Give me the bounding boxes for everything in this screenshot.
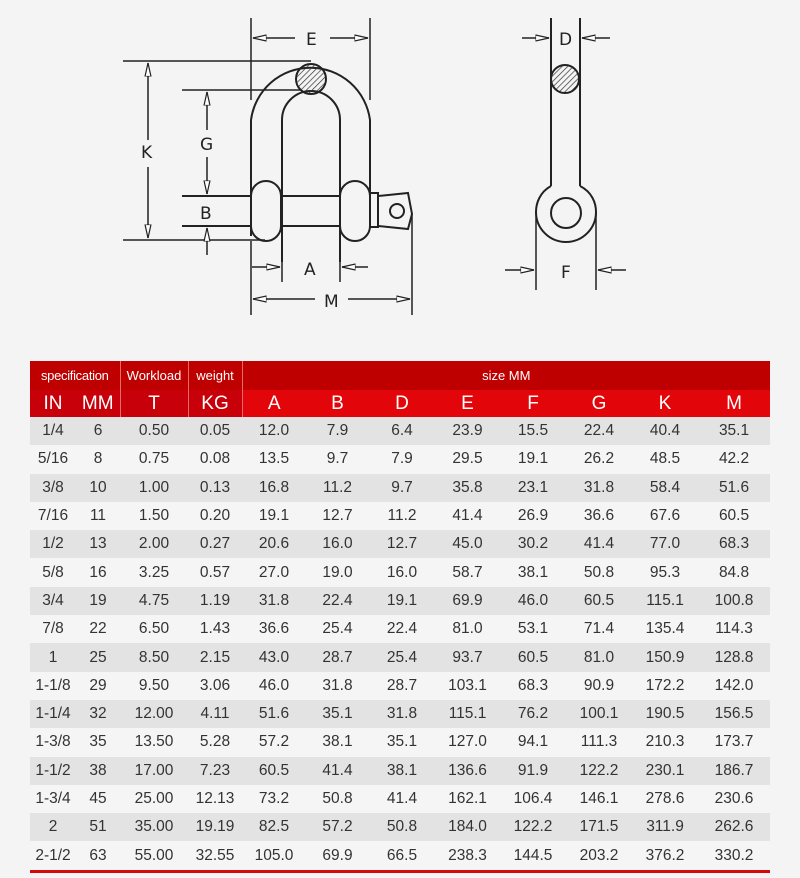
col-header-b: B: [306, 390, 369, 417]
table-cell: 31.8: [242, 587, 306, 615]
table-cell: 16.8: [242, 474, 306, 502]
table-cell: 0.57: [188, 558, 242, 586]
table-cell: 23.9: [435, 417, 500, 445]
table-cell: 4.11: [188, 700, 242, 728]
shackle-diagram-svg: [0, 0, 800, 340]
table-cell: 15.5: [500, 417, 566, 445]
table-cell: 376.2: [632, 841, 698, 869]
table-cell: 63: [76, 841, 120, 869]
side-view: [505, 18, 626, 290]
col-header-d: D: [369, 390, 435, 417]
header-weight: weight: [188, 361, 242, 390]
table-cell: 69.9: [306, 841, 369, 869]
col-header-e: E: [435, 390, 500, 417]
table-cell: 142.0: [698, 672, 770, 700]
table-cell: 25.4: [306, 615, 369, 643]
header-size-mm: size MM: [242, 361, 770, 390]
table-cell: 7.23: [188, 757, 242, 785]
table-cell: 26.2: [566, 445, 632, 473]
table-cell: 38: [76, 757, 120, 785]
table-row: [30, 558, 770, 586]
table-cell: 8.50: [120, 643, 188, 671]
table-cell: 19.1: [369, 587, 435, 615]
table-cell: 16: [76, 558, 120, 586]
table-cell: 0.08: [188, 445, 242, 473]
col-header-k: K: [632, 390, 698, 417]
table-cell: 12.7: [306, 502, 369, 530]
table-cell: 84.8: [698, 558, 770, 586]
table-cell: 41.4: [566, 530, 632, 558]
table-cell: 238.3: [435, 841, 500, 869]
table-cell: 46.0: [500, 587, 566, 615]
table-cell: 68.3: [698, 530, 770, 558]
table-cell: 6.4: [369, 417, 435, 445]
table-cell: 36.6: [566, 502, 632, 530]
table-cell: 13: [76, 530, 120, 558]
table-cell: 25.00: [120, 785, 188, 813]
table-row: [30, 643, 770, 671]
table-cell: 60.5: [500, 643, 566, 671]
table-cell: 69.9: [435, 587, 500, 615]
table-cell: 190.5: [632, 700, 698, 728]
table-cell: 135.4: [632, 615, 698, 643]
table-cell: 58.7: [435, 558, 500, 586]
table-cell: 105.0: [242, 841, 306, 869]
table-cell: 114.3: [698, 615, 770, 643]
table-cell: 3.25: [120, 558, 188, 586]
dim-label-e: E: [306, 30, 317, 50]
header-specification: specification: [30, 361, 120, 390]
table-cell: 60.5: [242, 757, 306, 785]
table-cell: 12.00: [120, 700, 188, 728]
dim-label-m: M: [324, 292, 339, 312]
table-cell: 7.9: [306, 417, 369, 445]
table-cell: 43.0: [242, 643, 306, 671]
table-cell: 2: [30, 813, 76, 841]
table-cell: 230.1: [632, 757, 698, 785]
table-cell: 28.7: [369, 672, 435, 700]
table-cell: 16.0: [306, 530, 369, 558]
table-cell: 19.1: [242, 502, 306, 530]
col-header-m: M: [698, 390, 770, 417]
table-cell: 29: [76, 672, 120, 700]
table-cell: 12.13: [188, 785, 242, 813]
table-cell: 35: [76, 728, 120, 756]
table-cell: 203.2: [566, 841, 632, 869]
table-cell: 29.5: [435, 445, 500, 473]
table-cell: 57.2: [242, 728, 306, 756]
table-cell: 111.3: [566, 728, 632, 756]
table-cell: 77.0: [632, 530, 698, 558]
table-cell: 311.9: [632, 813, 698, 841]
col-header-mm: MM: [76, 390, 120, 417]
table-bottom-rule: [30, 870, 770, 873]
table-cell: 94.1: [500, 728, 566, 756]
table-cell: 82.5: [242, 813, 306, 841]
table-cell: 11: [76, 502, 120, 530]
table-cell: 103.1: [435, 672, 500, 700]
table-cell: 95.3: [632, 558, 698, 586]
table-cell: 2.15: [188, 643, 242, 671]
table-cell: 38.1: [500, 558, 566, 586]
table-cell: 19.0: [306, 558, 369, 586]
table-cell: 100.1: [566, 700, 632, 728]
table-cell: 19.19: [188, 813, 242, 841]
table-cell: 35.1: [369, 728, 435, 756]
table-cell: 10: [76, 474, 120, 502]
table-cell: 278.6: [632, 785, 698, 813]
table-cell: 146.1: [566, 785, 632, 813]
table-cell: 0.50: [120, 417, 188, 445]
table-cell: 73.2: [242, 785, 306, 813]
table-cell: 42.2: [698, 445, 770, 473]
table-cell: 6: [76, 417, 120, 445]
table-cell: 2.00: [120, 530, 188, 558]
table-cell: 1: [30, 643, 76, 671]
table-row: [30, 615, 770, 643]
table-cell: 22.4: [306, 587, 369, 615]
table-cell: 38.1: [369, 757, 435, 785]
table-cell: 32.55: [188, 841, 242, 869]
table-cell: 48.5: [632, 445, 698, 473]
table-cell: 3.06: [188, 672, 242, 700]
table-cell: 1.50: [120, 502, 188, 530]
table-cell: 3/4: [30, 587, 76, 615]
table-cell: 81.0: [566, 643, 632, 671]
header-row-groups: [30, 361, 770, 390]
table-cell: 25: [76, 643, 120, 671]
table-cell: 1.19: [188, 587, 242, 615]
table-cell: 9.7: [306, 445, 369, 473]
table-cell: 1-1/2: [30, 757, 76, 785]
table-cell: 22.4: [566, 417, 632, 445]
table-cell: 25.4: [369, 643, 435, 671]
table-cell: 81.0: [435, 615, 500, 643]
table-cell: 50.8: [566, 558, 632, 586]
header-row-columns: [30, 390, 770, 417]
table-cell: 35.8: [435, 474, 500, 502]
table-cell: 127.0: [435, 728, 500, 756]
table-cell: 19: [76, 587, 120, 615]
table-cell: 150.9: [632, 643, 698, 671]
table-cell: 30.2: [500, 530, 566, 558]
table-cell: 31.8: [306, 672, 369, 700]
table-cell: 1-1/8: [30, 672, 76, 700]
table-cell: 32: [76, 700, 120, 728]
table-row: [30, 785, 770, 813]
table-cell: 45.0: [435, 530, 500, 558]
table-cell: 55.00: [120, 841, 188, 869]
table-cell: 115.1: [435, 700, 500, 728]
table-cell: 262.6: [698, 813, 770, 841]
table-cell: 41.4: [306, 757, 369, 785]
dim-label-d: D: [559, 30, 573, 50]
table-cell: 35.1: [698, 417, 770, 445]
table-row: [30, 672, 770, 700]
table-cell: 1/4: [30, 417, 76, 445]
table-cell: 45: [76, 785, 120, 813]
table-cell: 35.00: [120, 813, 188, 841]
table-cell: 6.50: [120, 615, 188, 643]
table-cell: 230.6: [698, 785, 770, 813]
table-cell: 76.2: [500, 700, 566, 728]
table-cell: 186.7: [698, 757, 770, 785]
table-cell: 1.00: [120, 474, 188, 502]
table-cell: 4.75: [120, 587, 188, 615]
table-cell: 23.1: [500, 474, 566, 502]
table-cell: 5.28: [188, 728, 242, 756]
table-row: [30, 502, 770, 530]
shackle-technical-drawing: [0, 0, 800, 340]
table-cell: 1.43: [188, 615, 242, 643]
table-body: [30, 417, 770, 870]
table-cell: 60.5: [566, 587, 632, 615]
table-cell: 68.3: [500, 672, 566, 700]
table-cell: 17.00: [120, 757, 188, 785]
table-cell: 16.0: [369, 558, 435, 586]
col-header-g: G: [566, 390, 632, 417]
table-cell: 13.5: [242, 445, 306, 473]
table-row: [30, 728, 770, 756]
table-cell: 100.8: [698, 587, 770, 615]
table-cell: 1-3/4: [30, 785, 76, 813]
table-row: [30, 757, 770, 785]
table-row: [30, 841, 770, 869]
table-cell: 1-1/4: [30, 700, 76, 728]
table-cell: 128.8: [698, 643, 770, 671]
table-cell: 5/8: [30, 558, 76, 586]
table-cell: 7/16: [30, 502, 76, 530]
table-cell: 67.6: [632, 502, 698, 530]
table-row: [30, 445, 770, 473]
table-cell: 90.9: [566, 672, 632, 700]
table-cell: 66.5: [369, 841, 435, 869]
table-cell: 172.2: [632, 672, 698, 700]
table-cell: 330.2: [698, 841, 770, 869]
table-cell: 27.0: [242, 558, 306, 586]
table-cell: 184.0: [435, 813, 500, 841]
table-cell: 51: [76, 813, 120, 841]
dim-label-f: F: [561, 263, 571, 283]
table-cell: 7/8: [30, 615, 76, 643]
col-header-in: IN: [30, 390, 76, 417]
table-cell: 12.0: [242, 417, 306, 445]
header-workload: Workload: [120, 361, 188, 390]
table-cell: 0.75: [120, 445, 188, 473]
table-row: [30, 813, 770, 841]
table-cell: 122.2: [566, 757, 632, 785]
table-cell: 60.5: [698, 502, 770, 530]
table-cell: 13.50: [120, 728, 188, 756]
table-cell: 20.6: [242, 530, 306, 558]
table-cell: 31.8: [369, 700, 435, 728]
table-row: [30, 474, 770, 502]
col-header-f: F: [500, 390, 566, 417]
table-cell: 115.1: [632, 587, 698, 615]
table-cell: 1/2: [30, 530, 76, 558]
table-cell: 71.4: [566, 615, 632, 643]
table-cell: 46.0: [242, 672, 306, 700]
table-cell: 136.6: [435, 757, 500, 785]
table-cell: 35.1: [306, 700, 369, 728]
table-cell: 51.6: [698, 474, 770, 502]
table-cell: 3/8: [30, 474, 76, 502]
table-cell: 171.5: [566, 813, 632, 841]
table-cell: 38.1: [306, 728, 369, 756]
table-cell: 2-1/2: [30, 841, 76, 869]
table-cell: 0.27: [188, 530, 242, 558]
table-cell: 36.6: [242, 615, 306, 643]
table-cell: 122.2: [500, 813, 566, 841]
table-cell: 91.9: [500, 757, 566, 785]
table-cell: 19.1: [500, 445, 566, 473]
table-cell: 53.1: [500, 615, 566, 643]
table-cell: 106.4: [500, 785, 566, 813]
table-cell: 50.8: [369, 813, 435, 841]
table-cell: 1-3/8: [30, 728, 76, 756]
table-cell: 173.7: [698, 728, 770, 756]
table-cell: 7.9: [369, 445, 435, 473]
dim-label-a: A: [304, 260, 316, 280]
table-cell: 11.2: [369, 502, 435, 530]
table-row: [30, 700, 770, 728]
table-cell: 9.7: [369, 474, 435, 502]
table-cell: 156.5: [698, 700, 770, 728]
table-cell: 144.5: [500, 841, 566, 869]
table-cell: 57.2: [306, 813, 369, 841]
table-row: [30, 530, 770, 558]
table-cell: 0.13: [188, 474, 242, 502]
table-cell: 31.8: [566, 474, 632, 502]
dim-label-b: B: [200, 204, 212, 224]
table-cell: 12.7: [369, 530, 435, 558]
dim-label-g: G: [200, 135, 214, 155]
table-cell: 93.7: [435, 643, 500, 671]
table-cell: 51.6: [242, 700, 306, 728]
table-cell: 26.9: [500, 502, 566, 530]
table-cell: 11.2: [306, 474, 369, 502]
table-cell: 41.4: [369, 785, 435, 813]
col-header-t: T: [120, 390, 188, 417]
table-cell: 0.20: [188, 502, 242, 530]
dim-label-k: K: [141, 143, 153, 163]
table-cell: 210.3: [632, 728, 698, 756]
table-cell: 8: [76, 445, 120, 473]
table-cell: 28.7: [306, 643, 369, 671]
table-row: [30, 587, 770, 615]
table-cell: 41.4: [435, 502, 500, 530]
table-cell: 22: [76, 615, 120, 643]
front-view: [123, 18, 412, 315]
table-cell: 58.4: [632, 474, 698, 502]
table-cell: 5/16: [30, 445, 76, 473]
table-cell: 40.4: [632, 417, 698, 445]
col-header-kg: KG: [188, 390, 242, 417]
table-cell: 9.50: [120, 672, 188, 700]
table-cell: 162.1: [435, 785, 500, 813]
table-cell: 0.05: [188, 417, 242, 445]
table-cell: 22.4: [369, 615, 435, 643]
table-row: [30, 417, 770, 445]
shackle-spec-table: [30, 361, 770, 870]
col-header-a: A: [242, 390, 306, 417]
table-cell: 50.8: [306, 785, 369, 813]
